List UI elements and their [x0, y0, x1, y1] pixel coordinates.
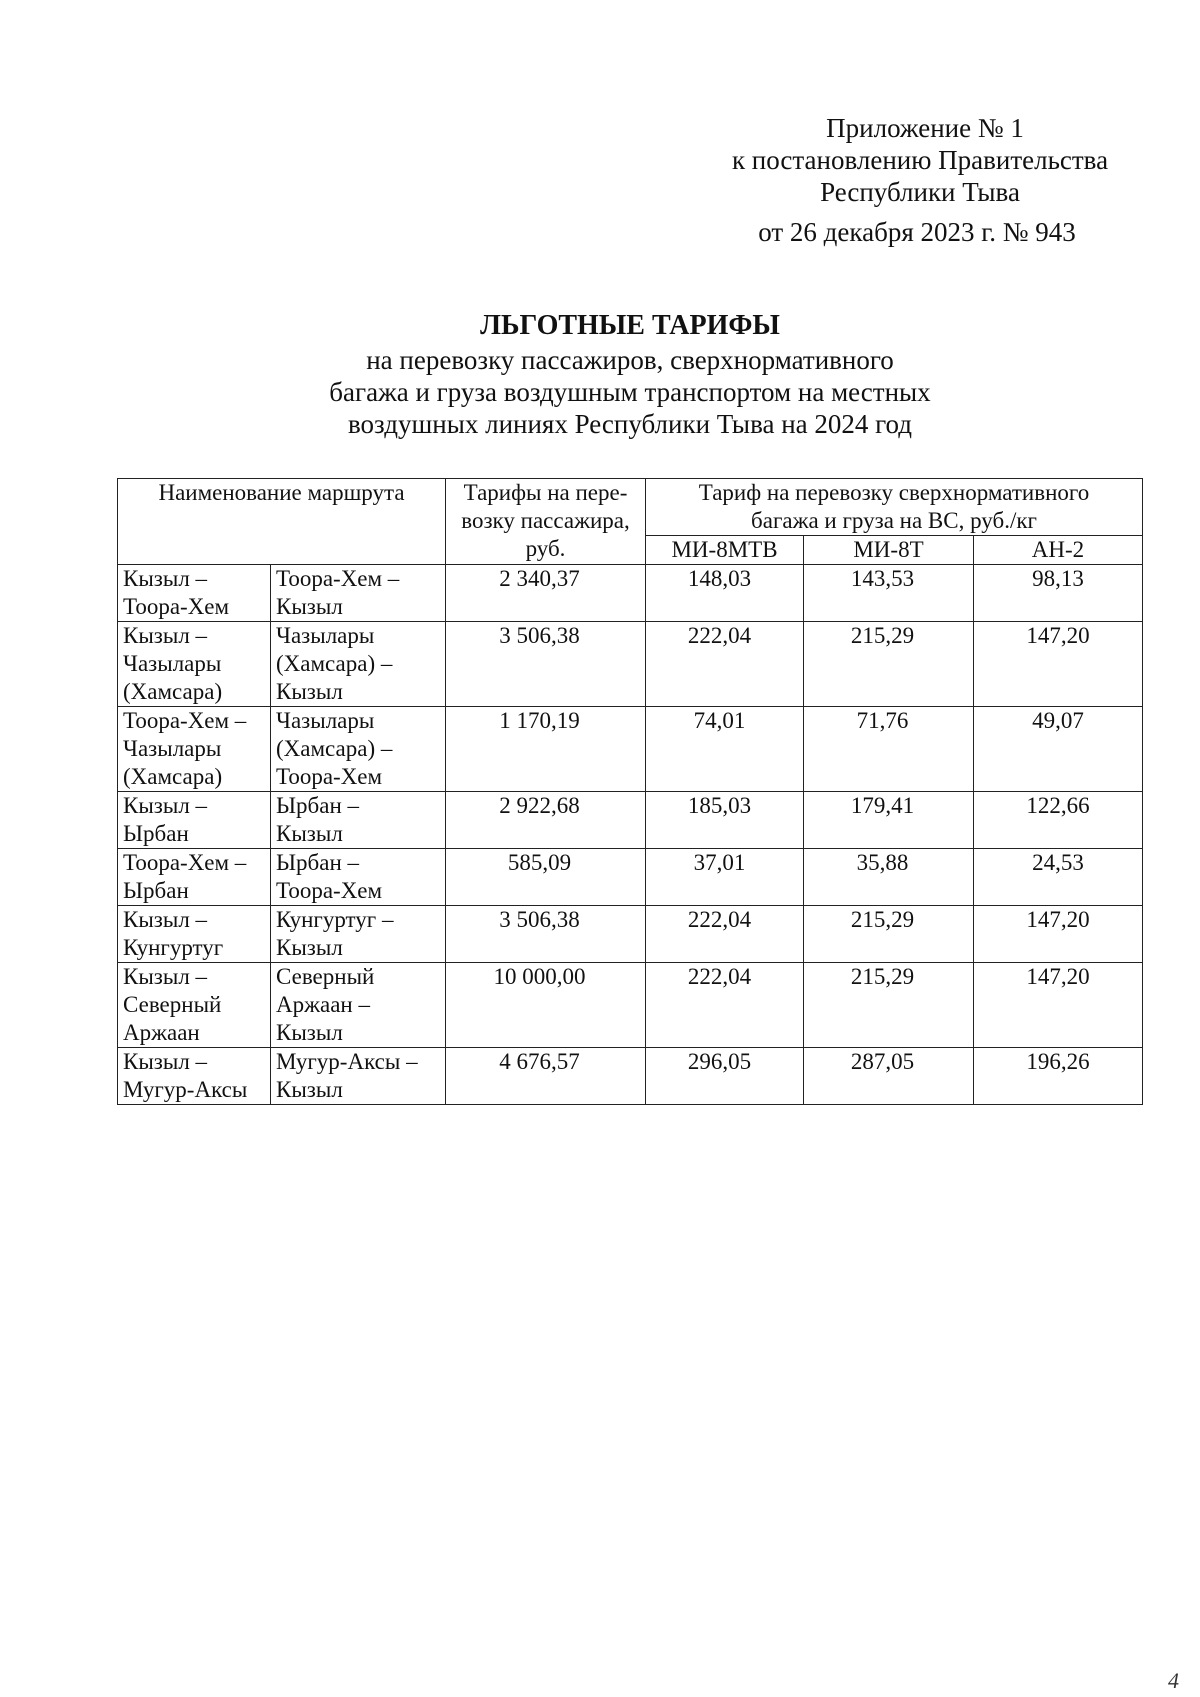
an2-tariff-cell	[974, 1048, 1143, 1105]
subtitle-line: на перевозку пассажиров, сверхнормативного	[366, 345, 894, 375]
route-line: Мугур-Аксы	[123, 1077, 248, 1102]
route-origin-cell	[118, 1048, 271, 1105]
passenger-tariff-header	[446, 479, 646, 565]
route-line: Кызыл –	[123, 964, 208, 989]
an2-tariff-value: 147,20	[1026, 907, 1090, 932]
passenger-tariff-cell	[446, 1048, 646, 1105]
mi8mtv-tariff-cell	[646, 963, 804, 1048]
route-line: Тоора-Хем	[276, 878, 383, 903]
an2-tariff-cell	[974, 622, 1143, 707]
mi8mtv-tariff-value: 296,05	[687, 1049, 752, 1074]
route-line: Тоора-Хем	[276, 764, 383, 789]
an2-tariff-value: 147,20	[1026, 964, 1090, 989]
route-header-label: Наименование маршрута	[158, 480, 405, 505]
subtitle-line: багажа и груза воздушным транспортом на местных	[329, 377, 931, 407]
route-line: Чазылары	[276, 623, 375, 648]
route-line: Кызыл	[276, 679, 343, 704]
route-line: Аржаан –	[276, 992, 370, 1017]
route-line: Чазылары	[276, 708, 375, 733]
route-line: Кызыл –	[123, 1049, 208, 1074]
route-line: Кызыл	[276, 1077, 343, 1102]
document-heading	[200, 310, 1060, 440]
aircraft-header-mi8mtv: МИ-8МТВ	[646, 536, 804, 565]
route-line: Тоора-Хем –	[123, 850, 247, 875]
route-line: (Хамсара)	[123, 679, 223, 704]
table-row	[118, 1048, 1143, 1105]
route-origin-cell	[118, 849, 271, 906]
mi8t-tariff-cell	[804, 963, 974, 1048]
passenger-tariff-cell	[446, 963, 646, 1048]
passenger-tariff-cell	[446, 849, 646, 906]
mi8t-tariff-cell	[804, 565, 974, 622]
passenger-tariff-cell	[446, 707, 646, 792]
route-origin-cell	[118, 906, 271, 963]
route-line: Кызыл	[276, 821, 343, 846]
route-line: Кунгуртуг –	[276, 907, 394, 932]
passenger-tariff-value: 10 000,00	[493, 964, 586, 989]
route-origin-cell	[118, 707, 271, 792]
an2-tariff-cell	[974, 906, 1143, 963]
an2-tariff-cell	[974, 849, 1143, 906]
mi8t-tariff-value: 71,76	[856, 708, 909, 733]
cargo-header-line: багажа и груза на ВС, руб./кг	[751, 508, 1037, 533]
passenger-tariff-cell	[446, 792, 646, 849]
mi8mtv-tariff-cell	[646, 849, 804, 906]
route-line: Мугур-Аксы –	[276, 1049, 418, 1074]
route-line: Северный	[276, 964, 375, 989]
route-line: Кызыл	[276, 935, 343, 960]
an2-tariff-cell	[974, 963, 1143, 1048]
route-line: Ырбан –	[276, 793, 360, 818]
aircraft-header-an2: АН-2	[974, 536, 1143, 565]
mi8mtv-tariff-value: 222,04	[687, 907, 752, 932]
passenger-tariff-value: 585,09	[507, 850, 572, 875]
table-row	[118, 906, 1143, 963]
mi8t-tariff-value: 215,29	[850, 907, 915, 932]
appendix-number: Приложение № 1	[826, 113, 1024, 143]
mi8mtv-tariff-value: 185,03	[687, 793, 752, 818]
cargo-header-line: Тариф на перевозку сверхнормативного	[698, 480, 1090, 505]
tariff-table	[117, 478, 1143, 1105]
passenger-header-line: Тарифы на пере-	[463, 480, 628, 505]
mi8mtv-tariff-cell	[646, 622, 804, 707]
mi8mtv-tariff-cell	[646, 565, 804, 622]
an2-tariff-cell	[974, 707, 1143, 792]
route-return-cell	[271, 1048, 446, 1105]
an2-tariff-value: 122,66	[1026, 793, 1090, 818]
an2-tariff-value: 98,13	[1032, 566, 1084, 591]
route-line: (Хамсара) –	[276, 651, 393, 676]
table-row	[118, 849, 1143, 906]
route-line: Кызыл	[276, 594, 343, 619]
route-return-cell	[271, 565, 446, 622]
route-line: (Хамсара)	[123, 764, 223, 789]
passenger-tariff-value: 2 340,37	[499, 566, 580, 591]
route-line: Тоора-Хем –	[123, 708, 247, 733]
passenger-tariff-cell	[446, 622, 646, 707]
route-line: Кызыл	[276, 1020, 343, 1045]
an2-tariff-value: 196,26	[1026, 1049, 1090, 1074]
route-line: Кызыл –	[123, 793, 208, 818]
mi8t-tariff-value: 179,41	[850, 793, 915, 818]
table-row	[118, 792, 1143, 849]
table-header	[118, 479, 1143, 565]
mi8t-tariff-value: 143,53	[850, 566, 915, 591]
route-line: Северный	[123, 992, 222, 1017]
route-line: Кызыл –	[123, 623, 208, 648]
route-return-cell	[271, 849, 446, 906]
table-row	[118, 963, 1143, 1048]
an2-tariff-value: 49,07	[1032, 708, 1084, 733]
mi8t-tariff-value: 35,88	[856, 850, 909, 875]
route-return-cell	[271, 622, 446, 707]
an2-tariff-cell	[974, 565, 1143, 622]
route-line: Кунгуртуг	[123, 935, 224, 960]
appendix-date: от 26 декабря 2023 г. № 943	[758, 217, 1076, 247]
mi8mtv-tariff-cell	[646, 906, 804, 963]
mi8mtv-tariff-cell	[646, 1048, 804, 1105]
mi8mtv-tariff-value: 148,03	[687, 566, 752, 591]
passenger-tariff-cell	[446, 906, 646, 963]
passenger-tariff-value: 3 506,38	[499, 623, 580, 648]
an2-tariff-value: 24,53	[1032, 850, 1084, 875]
mi8t-tariff-value: 287,05	[850, 1049, 915, 1074]
mi8mtv-tariff-cell	[646, 707, 804, 792]
table-body	[118, 565, 1143, 1105]
route-return-cell	[271, 906, 446, 963]
route-origin-cell	[118, 622, 271, 707]
route-header	[118, 479, 446, 565]
mi8t-tariff-cell	[804, 906, 974, 963]
route-return-cell	[271, 963, 446, 1048]
appendix-decree: к постановлению Правительства	[731, 145, 1109, 175]
route-line: (Хамсара) –	[276, 736, 393, 761]
mi8mtv-tariff-value: 37,01	[693, 850, 746, 875]
an2-tariff-value: 147,20	[1026, 623, 1090, 648]
table-row	[118, 707, 1143, 792]
route-line: Кызыл –	[123, 566, 208, 591]
mi8t-tariff-cell	[804, 707, 974, 792]
appendix-republic: Республики Тыва	[820, 177, 1020, 207]
table-row	[118, 565, 1143, 622]
passenger-header-line: руб.	[525, 536, 566, 561]
route-line: Кызыл –	[123, 907, 208, 932]
page-mark: 4	[1168, 1668, 1179, 1693]
appendix-block	[700, 112, 1140, 248]
route-line: Ырбан	[123, 878, 189, 903]
route-origin-cell	[118, 565, 271, 622]
mi8mtv-tariff-value: 222,04	[687, 964, 752, 989]
mi8t-tariff-cell	[804, 792, 974, 849]
route-return-cell	[271, 707, 446, 792]
passenger-tariff-cell	[446, 565, 646, 622]
passenger-tariff-value: 2 922,68	[499, 793, 580, 818]
route-line: Чазылары	[123, 651, 222, 676]
mi8t-tariff-value: 215,29	[850, 964, 915, 989]
subtitle-line: воздушных линиях Республики Тыва на 2024 год	[347, 409, 912, 439]
cargo-tariff-header	[646, 479, 1143, 536]
mi8t-tariff-cell	[804, 1048, 974, 1105]
mi8t-tariff-cell	[804, 622, 974, 707]
passenger-tariff-value: 4 676,57	[499, 1049, 580, 1074]
passenger-tariff-value: 1 170,19	[499, 708, 580, 733]
passenger-tariff-value: 3 506,38	[499, 907, 580, 932]
route-origin-cell	[118, 963, 271, 1048]
table-row	[118, 622, 1143, 707]
route-line: Чазылары	[123, 736, 222, 761]
route-line: Тоора-Хем –	[276, 566, 400, 591]
mi8t-tariff-cell	[804, 849, 974, 906]
passenger-header-line: возку пассажира,	[461, 508, 630, 533]
route-origin-cell	[118, 792, 271, 849]
document-title: ЛЬГОТНЫЕ ТАРИФЫ	[480, 310, 780, 341]
mi8mtv-tariff-cell	[646, 792, 804, 849]
an2-tariff-cell	[974, 792, 1143, 849]
aircraft-header-mi8t: МИ-8Т	[804, 536, 974, 565]
mi8mtv-tariff-value: 74,01	[693, 708, 746, 733]
mi8mtv-tariff-value: 222,04	[687, 623, 752, 648]
route-line: Аржаан	[123, 1020, 200, 1045]
route-line: Тоора-Хем	[123, 594, 230, 619]
route-return-cell	[271, 792, 446, 849]
mi8t-tariff-value: 215,29	[850, 623, 915, 648]
route-line: Ырбан –	[276, 850, 360, 875]
route-line: Ырбан	[123, 821, 189, 846]
